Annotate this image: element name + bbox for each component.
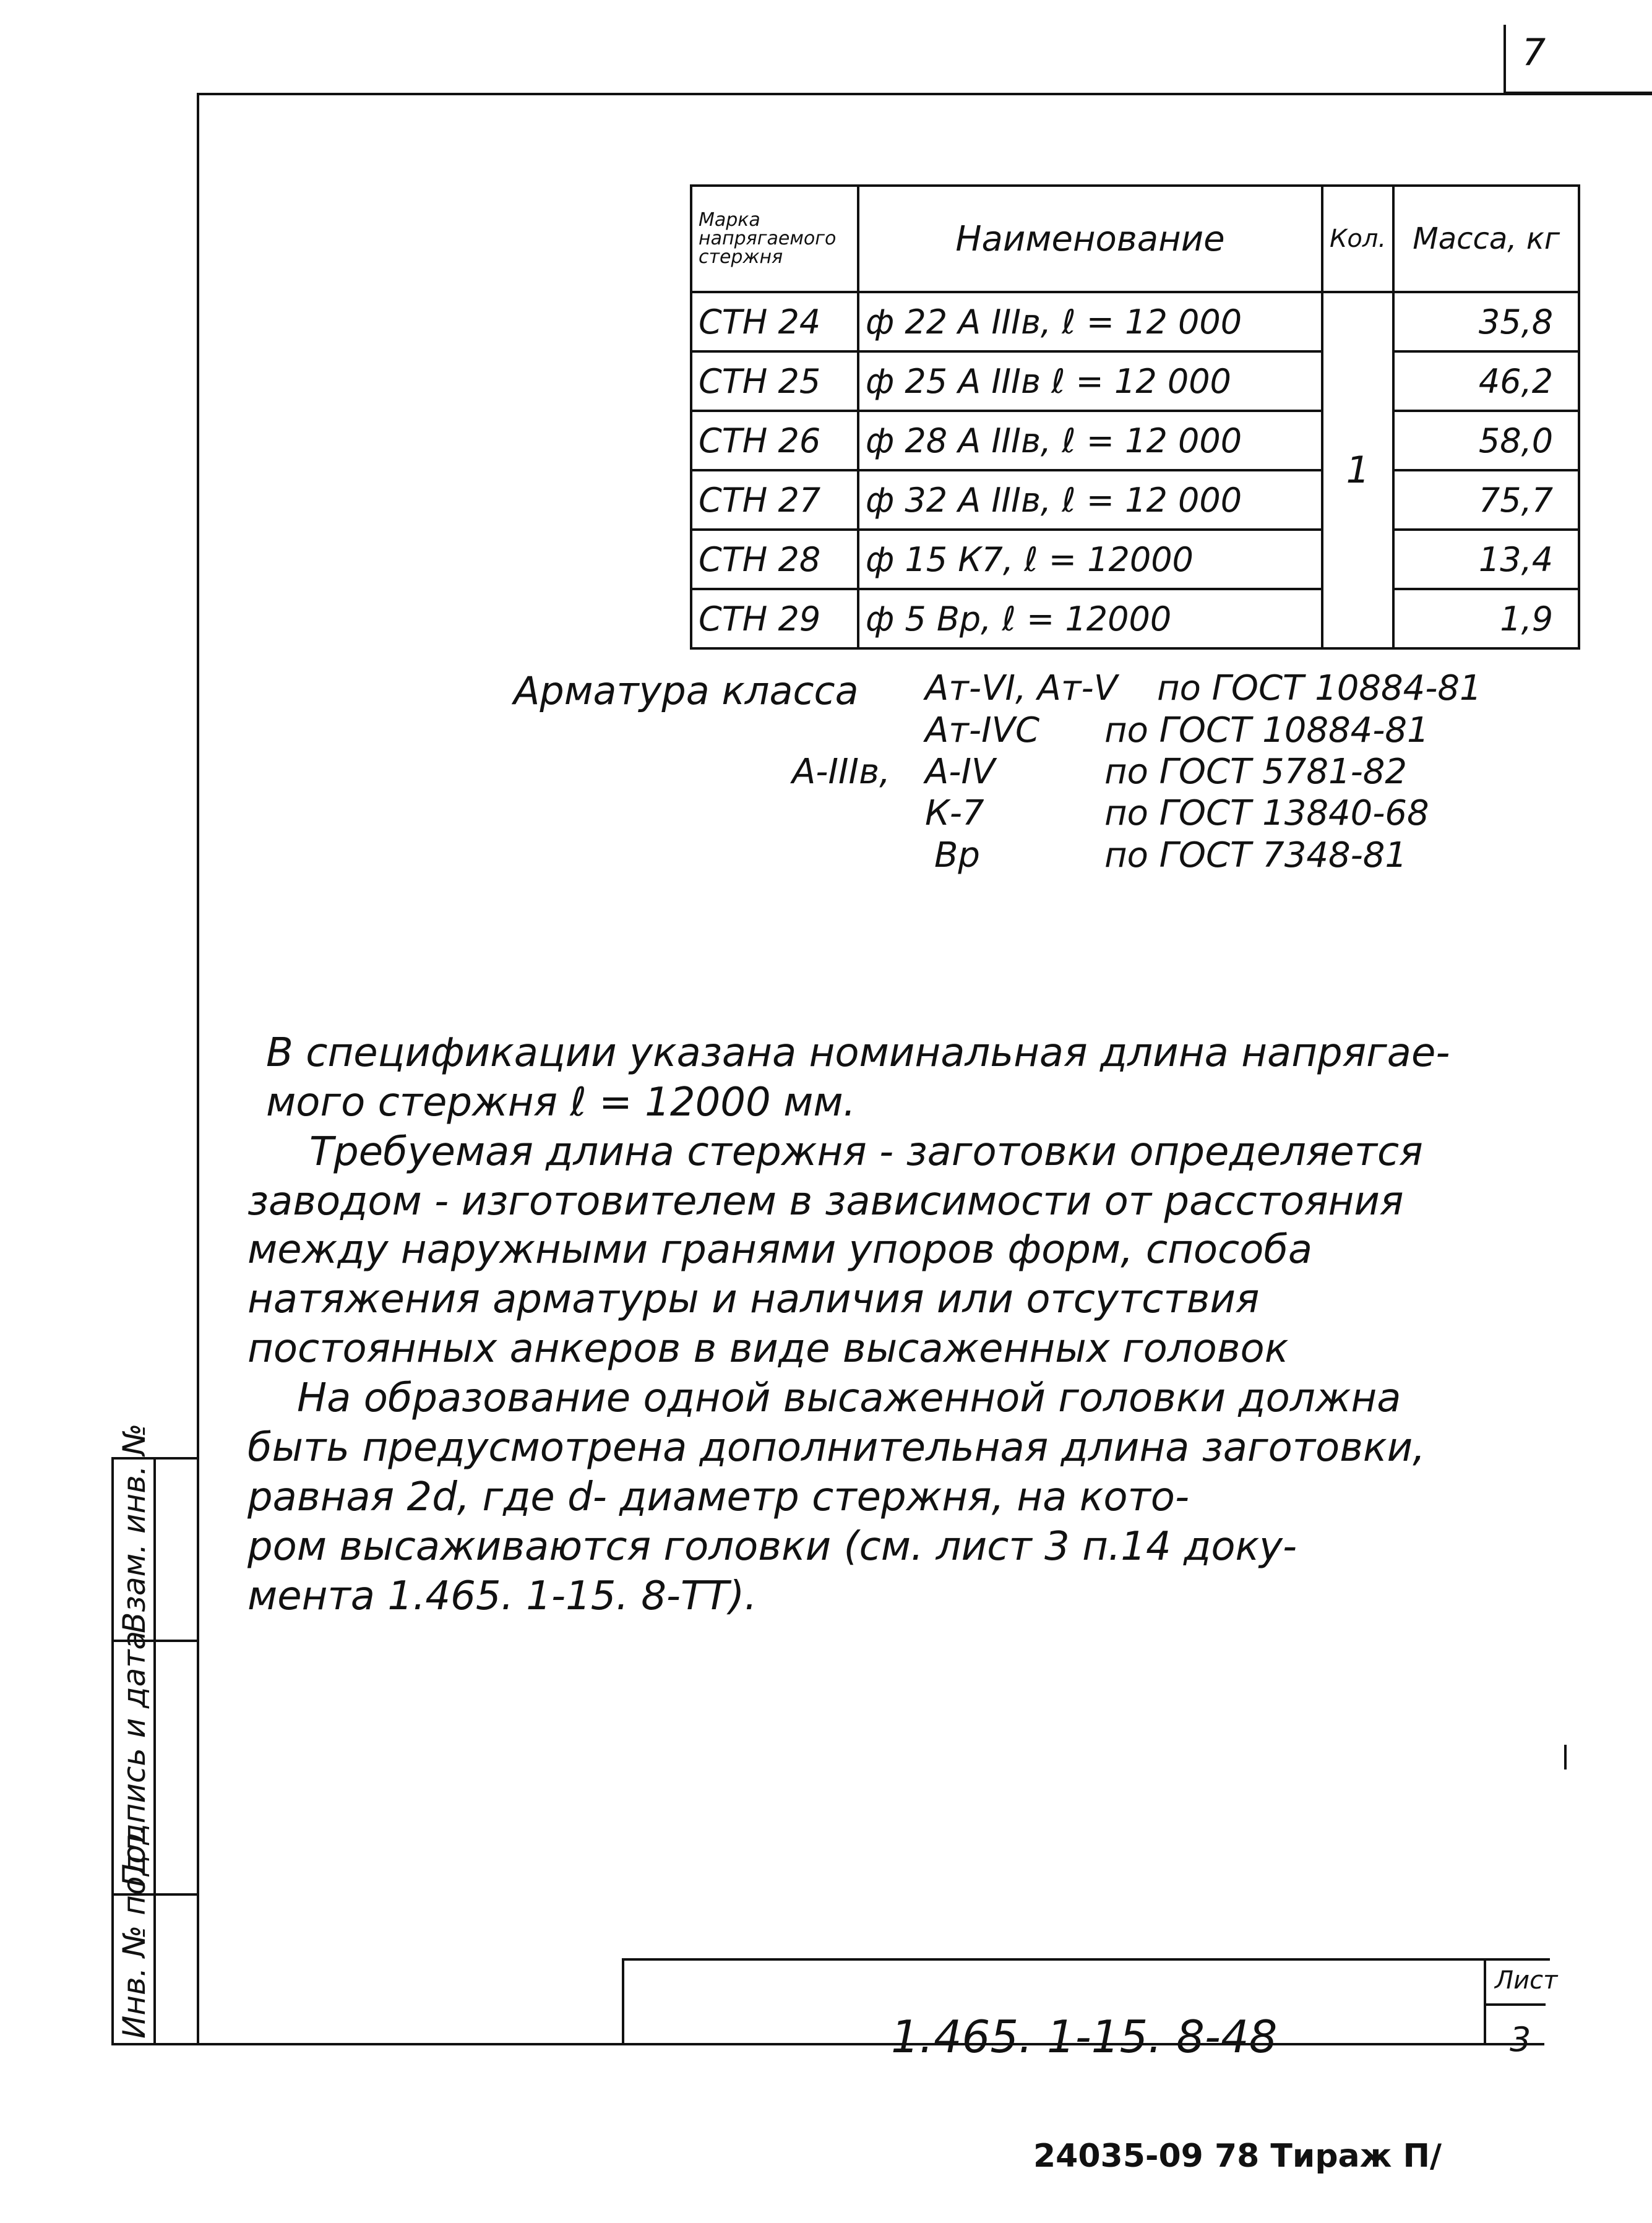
table-row bbox=[691, 530, 1579, 589]
row-mark: СТН 28 bbox=[691, 530, 858, 589]
header-mark: Марка напрягаемого стержня bbox=[691, 186, 858, 292]
row-qty: 1 bbox=[1322, 292, 1393, 648]
reinforcement-title: Арматура класса bbox=[514, 668, 859, 713]
table-row bbox=[691, 470, 1579, 530]
note-line: натяжения арматуры и наличия или отсутствия bbox=[247, 1276, 1260, 1322]
table-header-row bbox=[691, 186, 1579, 292]
stamp-left-edge bbox=[111, 1457, 114, 2045]
table-row bbox=[691, 589, 1579, 648]
row-mass: 35,8 bbox=[1393, 292, 1579, 351]
row-name: ф 5 Вр, ℓ = 12000 bbox=[858, 589, 1322, 648]
stamp-mid-line bbox=[153, 1457, 156, 2045]
sheet-number: 3 bbox=[1510, 2020, 1531, 2059]
table-row bbox=[691, 292, 1579, 351]
row-name: ф 22 А IIIв, ℓ = 12 000 bbox=[858, 292, 1322, 351]
reinforcement-class: Ат-IVС bbox=[925, 710, 1040, 750]
note-line: равная 2d, где d- диаметр стержня, на кото- bbox=[247, 1474, 1190, 1520]
document-code: 1.465. 1-15. 8-48 bbox=[891, 2011, 1278, 2063]
page-number-box bbox=[1504, 25, 1593, 93]
row-mark: СТН 27 bbox=[691, 470, 858, 530]
row-mass: 1,9 bbox=[1393, 589, 1579, 648]
row-name: ф 25 А IIIв ℓ = 12 000 bbox=[858, 351, 1322, 411]
row-mark: СТН 24 bbox=[691, 292, 858, 351]
header-qty: Кол. bbox=[1322, 186, 1393, 292]
header-mass: Масса, кг bbox=[1393, 186, 1579, 292]
reinforcement-class: К-7 bbox=[925, 793, 984, 833]
title-block-sheet-divider bbox=[1484, 1958, 1486, 2045]
reinforcement-standard: по ГОСТ 13840-68 bbox=[1104, 793, 1429, 833]
reinforcement-standard: по ГОСТ 7348-81 bbox=[1104, 835, 1408, 875]
reinforcement-class: А-IV bbox=[925, 752, 996, 792]
spec-table bbox=[690, 184, 1580, 650]
row-mark: СТН 29 bbox=[691, 589, 858, 648]
note-line: В спецификации указана номинальная длина напрягае- bbox=[266, 1030, 1450, 1076]
frame-bottom bbox=[111, 2043, 1544, 2045]
page-number: 7 bbox=[1522, 31, 1546, 74]
title-block-left bbox=[622, 1958, 624, 2045]
reinforcement-standard: по ГОСТ 5781-82 bbox=[1104, 752, 1408, 792]
row-mass: 58,0 bbox=[1393, 411, 1579, 470]
table-row bbox=[691, 411, 1579, 470]
note-line: быть предусмотрена дополнительная длина заготовки, bbox=[247, 1425, 1426, 1471]
table-row bbox=[691, 351, 1579, 411]
row-mark: СТН 25 bbox=[691, 351, 858, 411]
title-block-sheet-line bbox=[1484, 2003, 1546, 2006]
row-name: ф 28 А IIIв, ℓ = 12 000 bbox=[858, 411, 1322, 470]
note-line: На образование одной высаженной головки должна bbox=[297, 1375, 1401, 1421]
reinforcement-class: Ат-VI, Ат-V bbox=[925, 668, 1118, 708]
reinforcement-standard: по ГОСТ 10884-81 bbox=[1157, 668, 1482, 708]
reinforcement-class: Вр bbox=[934, 835, 980, 875]
note-line: ром высаживаются головки (см. лист 3 п.14 доку- bbox=[247, 1524, 1297, 1570]
note-line: заводом - изготовителем в зависимости от расстояния bbox=[247, 1179, 1404, 1224]
sheet-label: Лист bbox=[1495, 1966, 1558, 1995]
row-name: ф 32 А IIIв, ℓ = 12 000 bbox=[858, 470, 1322, 530]
reinforcement-standard: по ГОСТ 10884-81 bbox=[1104, 710, 1429, 750]
note-line: Требуемая длина стержня - заготовки определяется bbox=[309, 1129, 1423, 1175]
header-name: Наименование bbox=[858, 186, 1322, 292]
row-mass: 75,7 bbox=[1393, 470, 1579, 530]
title-block-top bbox=[622, 1958, 1550, 1961]
print-stamp: 24035-09 78 Тираж П/ bbox=[1033, 2138, 1442, 2175]
row-name: ф 15 К7, ℓ = 12000 bbox=[858, 530, 1322, 589]
note-line: между наружными гранями упоров форм, способа bbox=[247, 1227, 1313, 1273]
frame-right-mark bbox=[1564, 1745, 1567, 1769]
row-mass: 13,4 bbox=[1393, 530, 1579, 589]
frame-top bbox=[197, 93, 1652, 95]
reinforcement-group-label: А-IIIв, bbox=[792, 752, 890, 792]
note-line: мого стержня ℓ = 12000 мм. bbox=[266, 1080, 856, 1125]
note-line: постоянных анкеров в виде высаженных головок bbox=[247, 1326, 1289, 1372]
row-mass: 46,2 bbox=[1393, 351, 1579, 411]
stamp-inv-orig: Инв. № подл. bbox=[116, 1825, 152, 2039]
frame-left bbox=[197, 93, 199, 2045]
stamp-inv-replace: Взам. инв. № bbox=[116, 1423, 152, 1633]
page-number-box-line bbox=[1504, 92, 1652, 94]
row-mark: СТН 26 bbox=[691, 411, 858, 470]
stamp-sign-date: Подпись и дата bbox=[116, 1630, 152, 1887]
note-line: мента 1.465. 1-15. 8-ТТ). bbox=[247, 1573, 757, 1619]
